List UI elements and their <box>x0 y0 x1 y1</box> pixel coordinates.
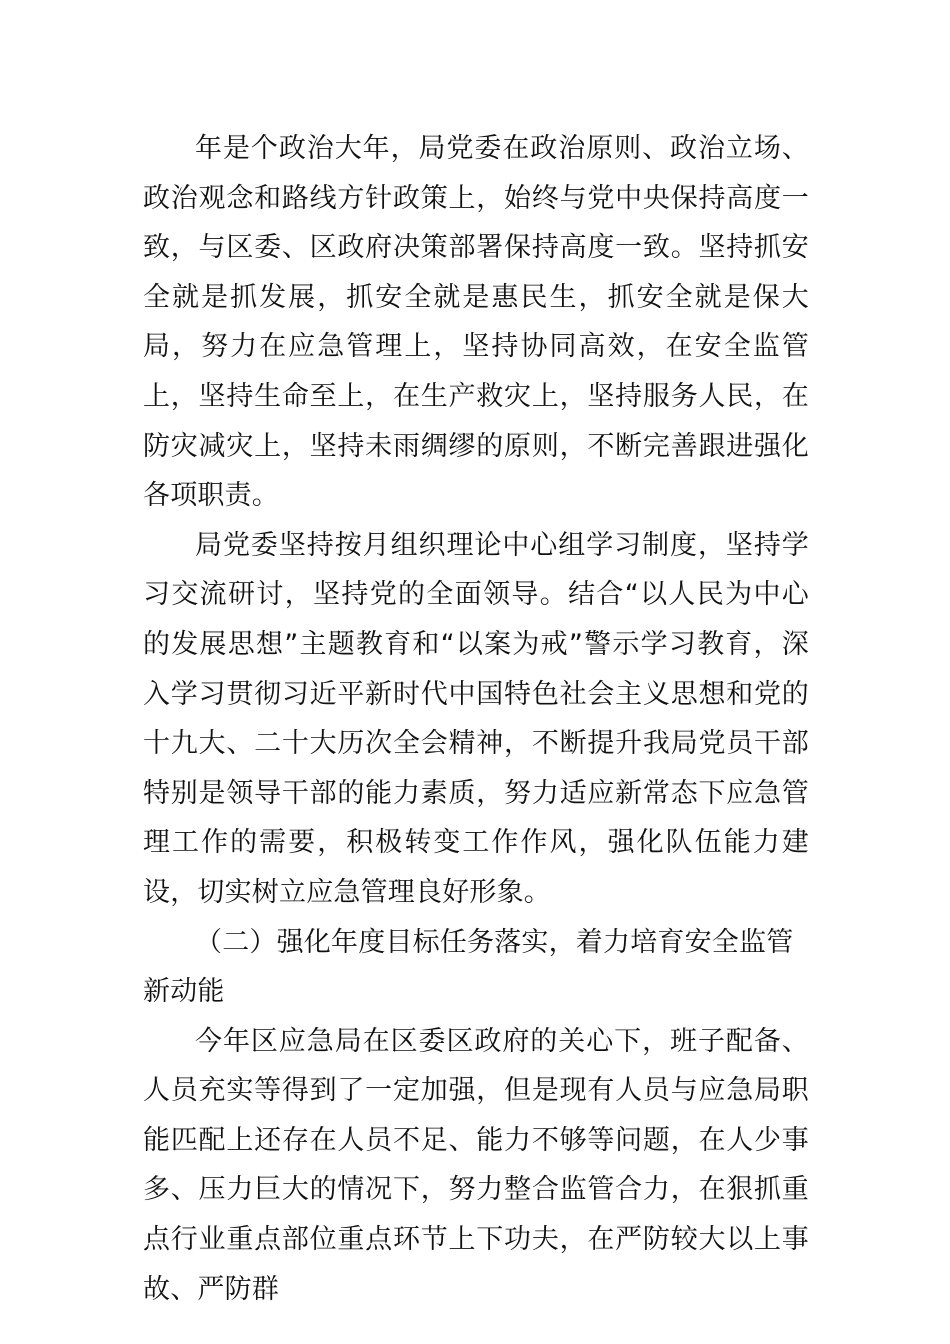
paragraph-annual-tasks: 今年区应急局在区委区政府的关心下，班子配备、人员充实等得到了一定加强，但是现有人员与应急局职能匹配上还存在人员不足、能力不够等问题，在人少事多、压力巨大的情况下，努力整合监管合力，在狠抓重点行业重点部位重点环节上下功夫，在严防较大以上事故、严防群 <box>143 1025 809 1305</box>
paragraph-theory-study: 局党委坚持按月组织理论中心组学习制度，坚持学习交流研讨，坚持党的全面领导。结合“以人民为中心的发展思想”主题教育和“以案为戒”警示学习教育，深入学习贯彻习近平新时代中国特色社会主义思想和党的十九大、二十大历次全会精神，不断提升我局党员干部特别是领导干部的能力素质，努力适应新常态下应急管理工作的需要，积极转变工作作风，强化队伍能力建设，切实树立应急管理良好形象。 <box>143 529 809 908</box>
paragraph-political-stance: 年是个政治大年，局党委在政治原则、政治立场、政治观念和路线方针政策上，始终与党中央保持高度一致，与区委、区政府决策部署保持高度一致。坚持抓安全就是抓发展，抓安全就是惠民生，抓安全就是保大局，努力在应急管理上，坚持协同高效，在安全监管上，坚持生命至上，在生产救灾上，坚持服务人民，在防灾减灾上，坚持未雨绸缪的原则，不断完善跟进强化各项职责。 <box>143 133 809 512</box>
section-heading: （二）强化年度目标任务落实，着力培育安全监管新动能 <box>143 926 794 1008</box>
document-body <box>143 124 809 1314</box>
